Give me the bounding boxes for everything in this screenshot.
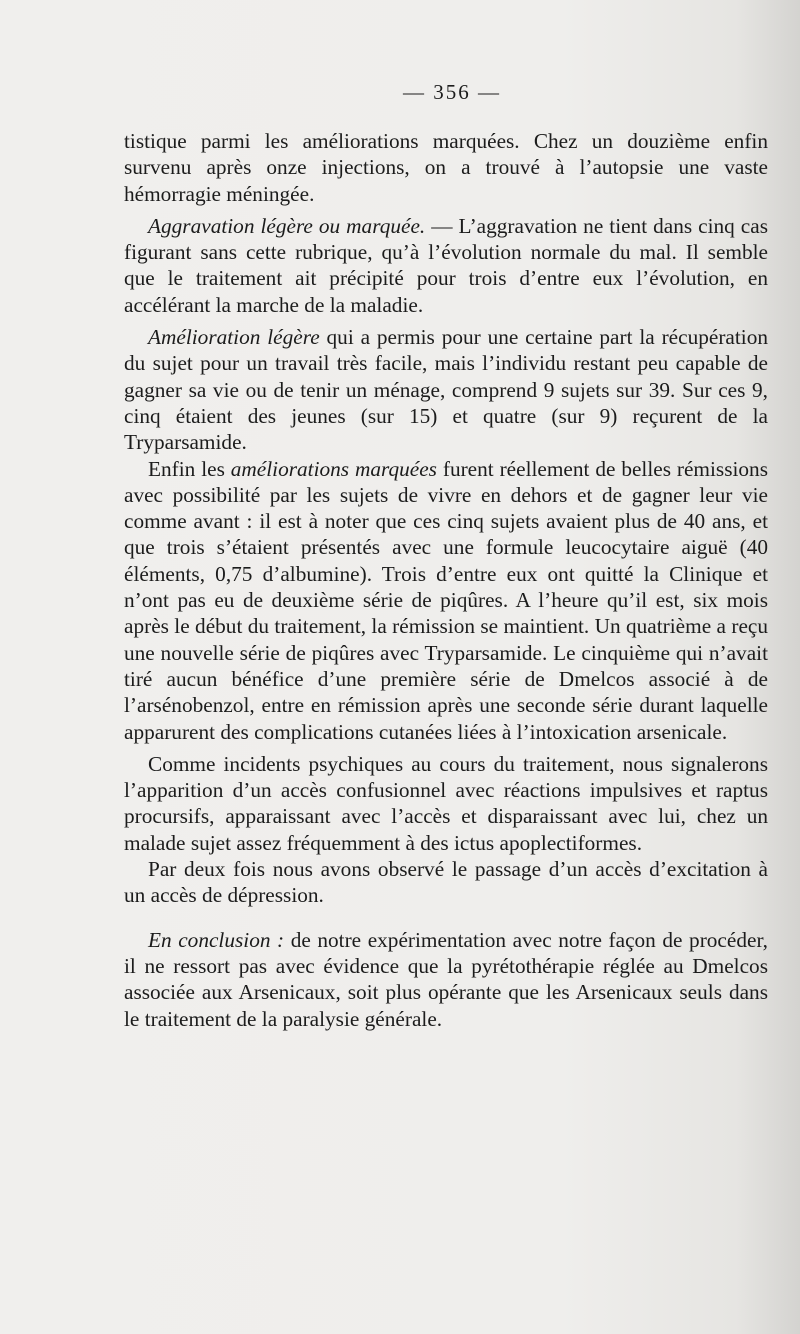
paragraph-heading: améliorations marquées (230, 456, 437, 481)
paragraph-text: Comme incidents psychiques au cours du traitement, nous signalerons l’apparition d’un accès confusionnel avec réactions impulsives et raptus procursifs, apparaissant avec l’accès et disparaissant avec lui, chez un malade sujet assez fréquemment à des ictus apoplectiformes. (124, 751, 768, 855)
paragraph-aggravation (124, 213, 768, 318)
paragraph-continuation (124, 128, 768, 207)
paragraph-text: de notre expérimentation avec notre façon de procéder, il ne ressort pas avec évidence que la pyrétothérapie réglée au Dmelcos associée aux Arsenicaux, soit plus opérante que les Arsenicaux seuls dans le traitement de la paralysie générale. (124, 927, 769, 1031)
paragraph-amelioration-legere (124, 324, 768, 455)
paragraph-text: furent réellement de belles rémissions avec possibilité par les sujets de vivre en dehors et de gagner leur vie comme avant : il est à noter que ces cinq sujets avaient plus de 40 ans, et que trois s’étaient présentés avec une formule leucocytaire aiguë (40 éléments, 0,75 d’albumine). Trois d’entre eux ont quitté la Clinique et n’ont pas eu de deuxième série de piqûres. A l’heure qu’il est, six mois après le début du traitement, la rémission se maintient. Un quatrième a reçu une nouvelle série de piqûres avec Tryparsamide. Le cinquième qui n’avait tiré aucun bénéfice d’une première série de Dmelcos associé à de l’arsénobenzol, entre en rémission après une seconde série durant laquelle apparurent des complications cutanées liées à l’intoxication arsenicale. (124, 456, 768, 744)
paragraph-text: Par deux fois nous avons observé le passage d’un accès d’excitation à un accès de dépression. (124, 857, 768, 908)
paragraph-heading: En conclusion : (148, 927, 285, 952)
paragraph-ameliorations-marquees (124, 456, 768, 745)
paragraph-text: tistique parmi les améliorations marquées. Chez un douzième enfin survenu après onze injections, on a trouvé à l’autopsie une vaste hémorragie méningée. (124, 129, 768, 206)
paragraph-conclusion (124, 927, 768, 1032)
paragraph-heading: Aggravation légère ou marquée. (148, 213, 426, 238)
body-text (124, 128, 768, 1032)
paragraph-excitation (124, 856, 768, 909)
page-number: — 356 — (403, 80, 501, 104)
paragraph-text: — L’aggravation ne tient dans cinq cas figurant sans cette rubrique, qu’à l’évolution normale du mal. Il semble que le traitement ait précipité pour trois d’entre eux l’évolution, en accélérant la marche de la maladie. (124, 213, 769, 317)
paragraph-intro: Enfin les (148, 456, 231, 481)
paragraph-incidents (124, 751, 768, 856)
paragraph-heading: Amélioration légère (148, 325, 320, 350)
paragraph-text: qui a permis pour une certaine part la récupération du sujet pour un travail très facile, mais l’individu restant peu capable de gagner sa vie ou de tenir un ménage, comprend 9 sujets sur 39. Sur ces 9, cinq étaient des jeunes (sur 15) et quatre (sur 9) reçurent de la Tryparsamide. (124, 325, 769, 455)
